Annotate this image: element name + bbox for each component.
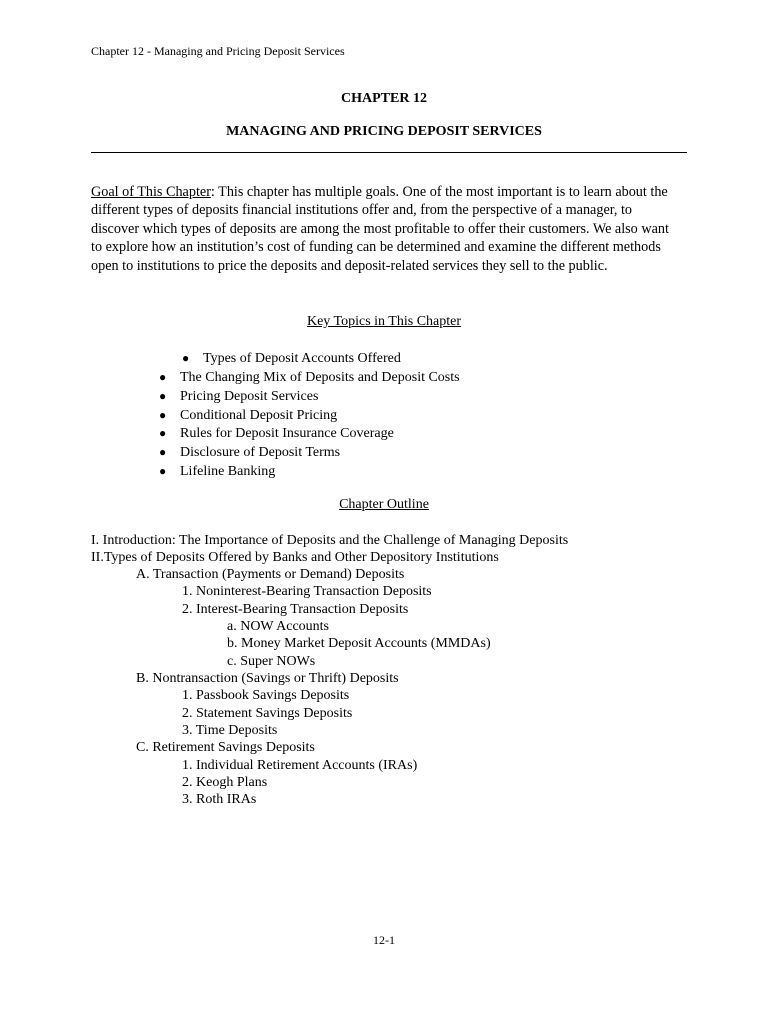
outline-item: C. Retirement Savings Deposits (136, 740, 315, 755)
topic-label: Disclosure of Deposit Terms (180, 445, 341, 460)
running-head: Chapter 12 - Managing and Pricing Deposit Services (91, 44, 345, 58)
outline-item: 3. Roth IRAs (182, 792, 257, 807)
key-topics-heading-text: Key Topics in This Chapter (306, 314, 462, 329)
outline-item: 1. Individual Retirement Accounts (IRAs) (182, 758, 418, 773)
outline-item: c. Super NOWs (227, 654, 316, 669)
topic-label: Conditional Deposit Pricing (180, 408, 338, 423)
topic-label: Lifeline Banking (180, 464, 276, 479)
outline-item: 2. Keogh Plans (182, 775, 268, 790)
page-number: 12-1 (373, 933, 395, 947)
key-topics-heading (0, 314, 768, 330)
goal-paragraph (91, 183, 681, 275)
bullet-icon: ● (159, 408, 167, 422)
outline-item: 1. Noninterest-Bearing Transaction Deposits (182, 584, 432, 599)
outline-item: A. Transaction (Payments or Demand) Deposits (136, 567, 405, 582)
bullet-icon: ● (159, 445, 167, 459)
outline-item: 1. Passbook Savings Deposits (182, 688, 350, 703)
topic-label: Pricing Deposit Services (180, 389, 319, 404)
outline-item: a. NOW Accounts (227, 619, 329, 634)
outline-item: I. Introduction: The Importance of Deposits and the Challenge of Managing Deposits (91, 533, 569, 548)
topic-label: Types of Deposit Accounts Offered (203, 351, 401, 366)
bullet-icon: ● (159, 389, 167, 403)
outline-item: 2. Interest-Bearing Transaction Deposits (182, 602, 409, 617)
chapter-outline-heading-text: Chapter Outline (339, 497, 429, 512)
goal-lead: Goal of This Chapter (91, 184, 211, 200)
topic-label: The Changing Mix of Deposits and Deposit Costs (180, 370, 460, 385)
outline-item: B. Nontransaction (Savings or Thrift) Deposits (136, 671, 399, 686)
chapter-title: MANAGING AND PRICING DEPOSIT SERVICES (226, 124, 542, 139)
chapter-outline-heading (0, 497, 768, 513)
bullet-icon: ● (182, 351, 190, 365)
outline-item: b. Money Market Deposit Accounts (MMDAs) (227, 636, 491, 651)
title-rule (91, 152, 687, 153)
bullet-icon: ● (159, 370, 167, 384)
bullet-icon: ● (159, 426, 167, 440)
outline-item: II.Types of Deposits Offered by Banks and Other Depository Institutions (91, 550, 499, 565)
outline-item: 2. Statement Savings Deposits (182, 706, 353, 721)
outline-item: 3. Time Deposits (182, 723, 278, 738)
goal-text: : This chapter has multiple goals. One of the most important is to learn about the different types of deposits financial institutions offer and, from the perspective of a manager, to discover which types of deposits are among the most profitable to offer their customers. We also want to explore how an institution’s cost of funding can be determined and examine the different methods open to institutions to price the deposits and deposit-related services they sell to the public. (91, 184, 669, 274)
topic-label: Rules for Deposit Insurance Coverage (180, 426, 394, 441)
chapter-number: CHAPTER 12 (341, 91, 427, 106)
bullet-icon: ● (159, 464, 167, 478)
